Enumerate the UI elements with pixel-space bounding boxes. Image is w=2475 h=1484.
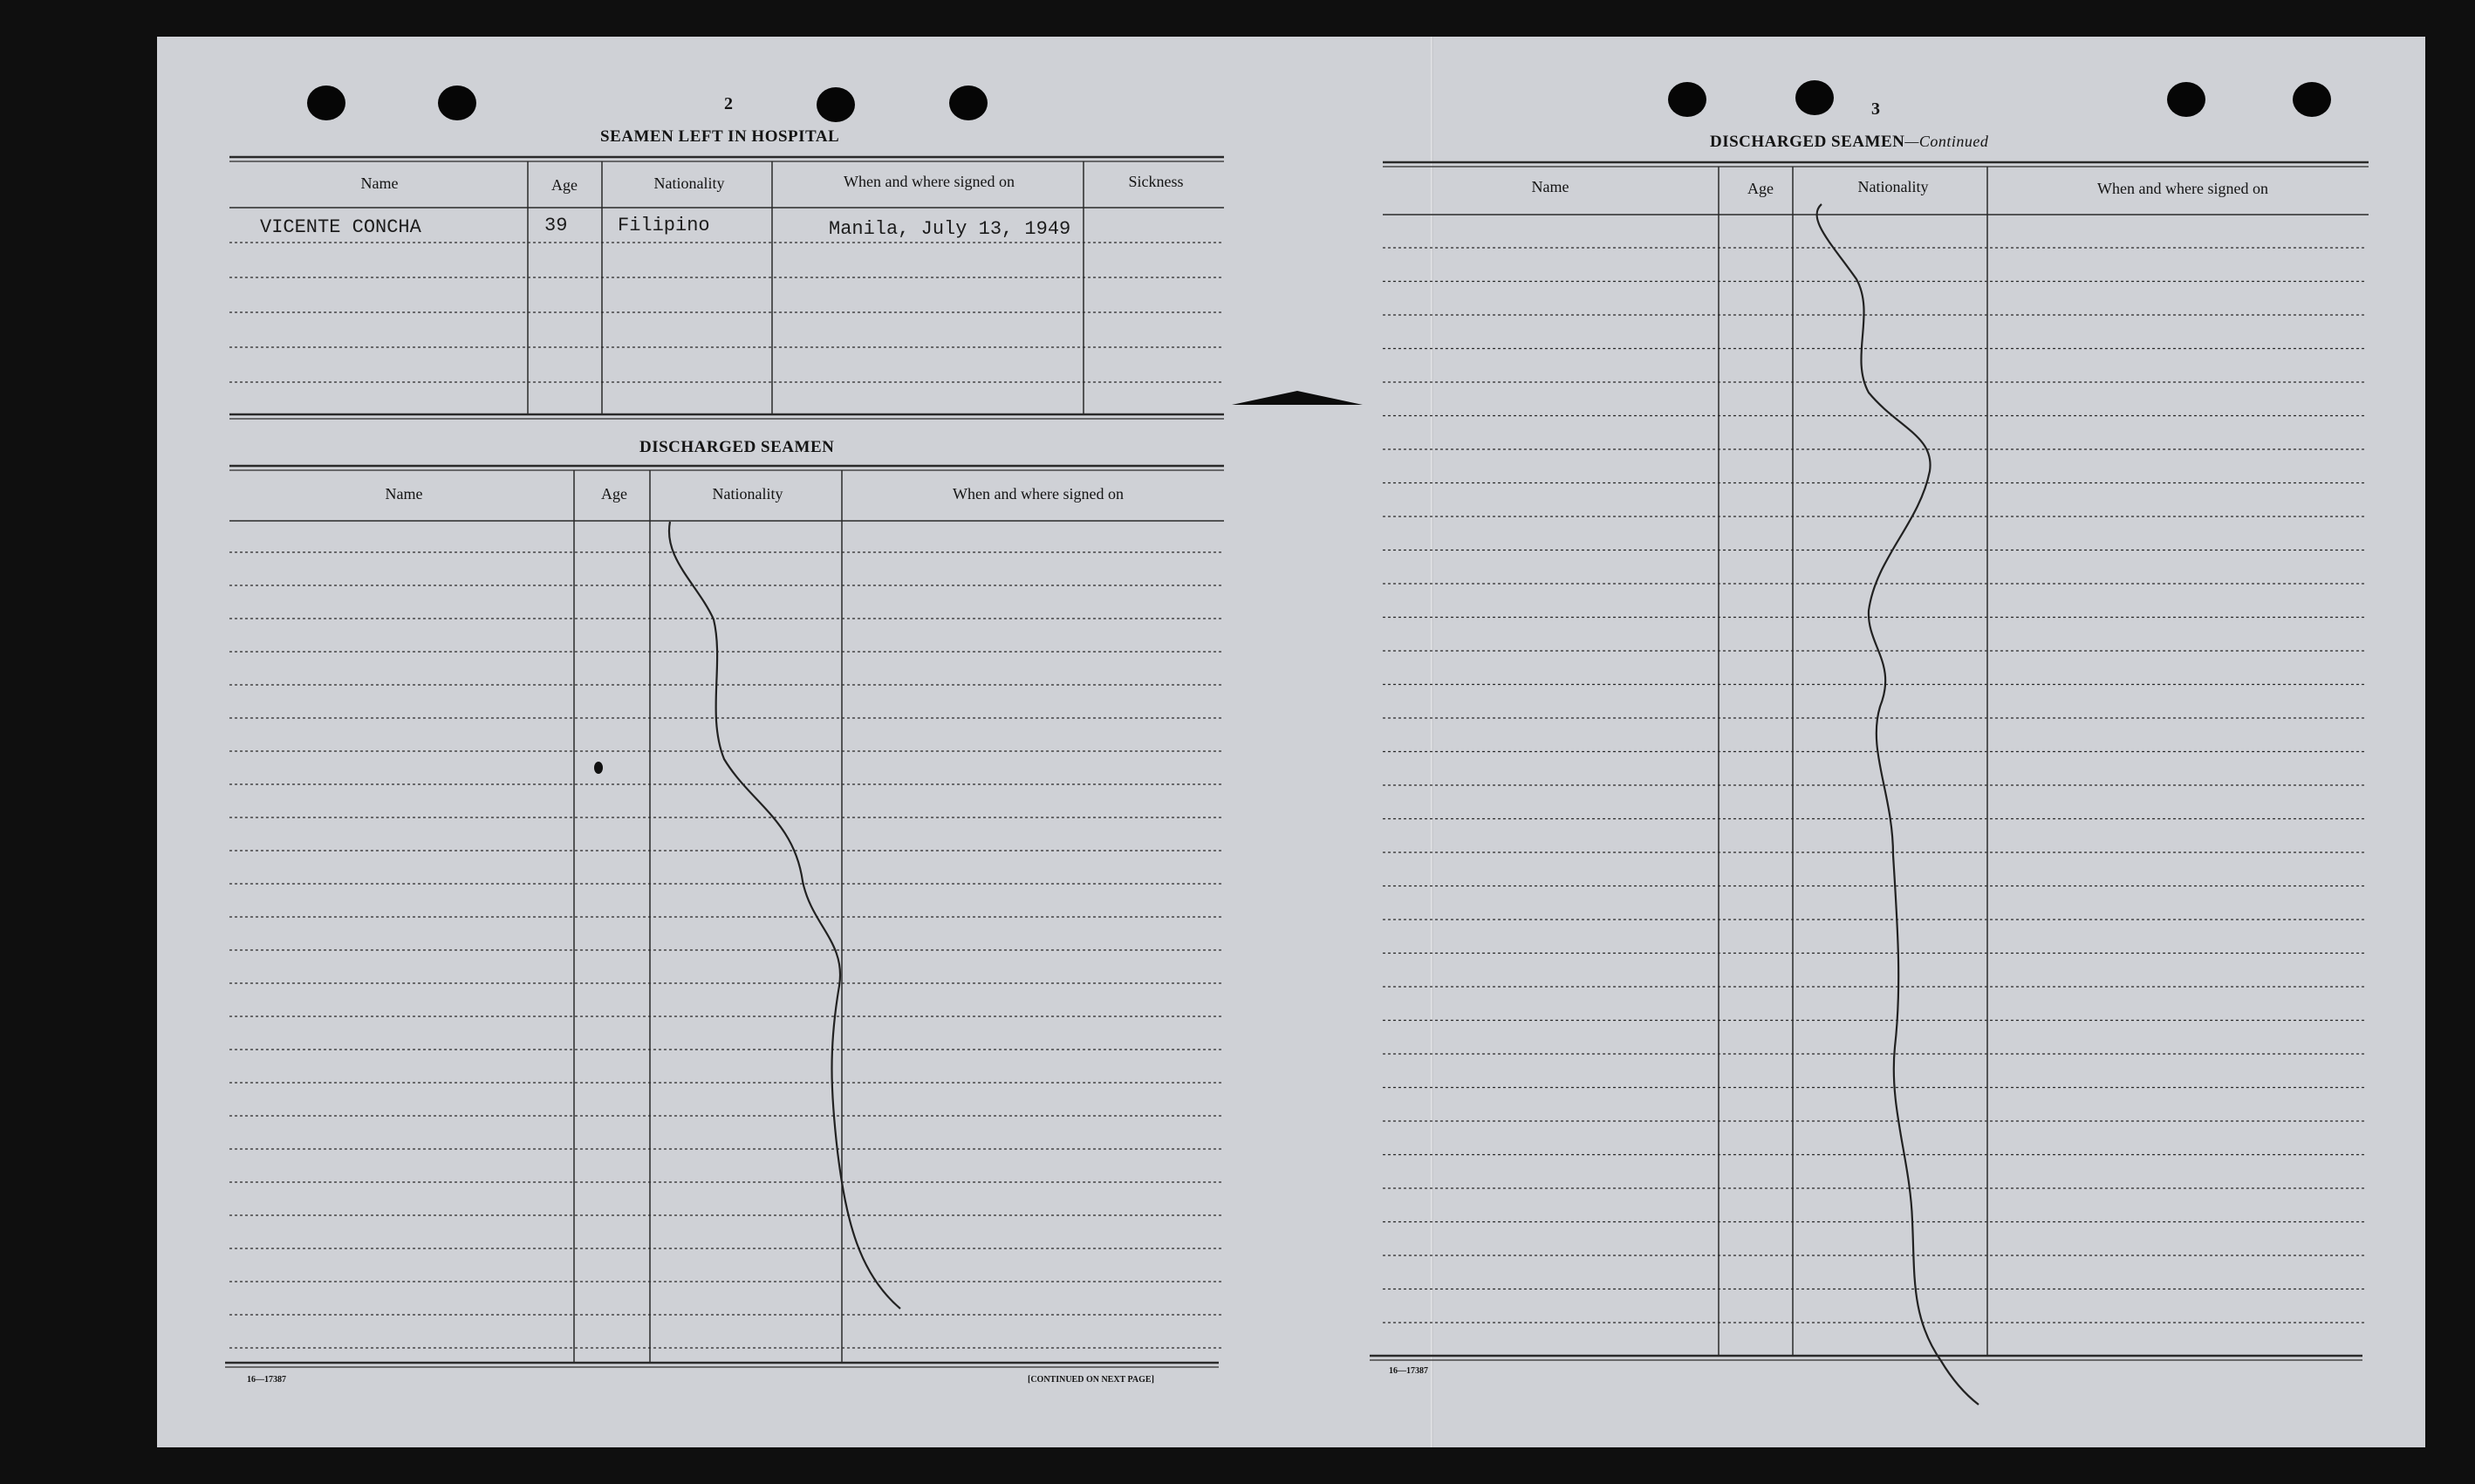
col-header-nationality: Nationality	[712, 485, 783, 503]
hospital-row-age: 39	[544, 215, 568, 236]
handwritten-dash-mark	[669, 522, 900, 1309]
ink-blot	[594, 762, 603, 774]
form-number: 16—17387	[247, 1375, 286, 1385]
continuation-arrow	[1232, 391, 1363, 405]
col-header-signed-on: When and where signed on	[2097, 180, 2268, 197]
col-header-age: Age	[1747, 180, 1774, 197]
hospital-row-signed-on: Manila, July 13, 1949	[829, 218, 1071, 240]
col-header-sickness: Sickness	[1128, 173, 1184, 190]
discharged-section-title: DISCHARGED SEAMEN	[639, 438, 835, 456]
col-header-signed-on: When and where signed on	[953, 485, 1124, 503]
hospital-section-title: SEAMEN LEFT IN HOSPITAL	[600, 127, 840, 146]
col-header-name: Name	[385, 485, 423, 503]
hospital-row-nationality: Filipino	[618, 215, 710, 236]
section-title-text: DISCHARGED SEAMEN	[1710, 133, 1905, 151]
col-header-signed-on: When and where signed on	[844, 173, 1015, 190]
page-number: 3	[1871, 99, 1880, 119]
col-header-name: Name	[360, 174, 399, 192]
col-header-age: Age	[601, 485, 627, 503]
col-header-name: Name	[1531, 178, 1569, 195]
col-header-age: Age	[551, 176, 578, 194]
discharged-continued-title	[1710, 133, 1988, 152]
hospital-row-name: VICENTE CONCHA	[260, 216, 421, 238]
handwritten-dash-mark	[1817, 204, 1979, 1405]
section-title-suffix: —Continued	[1904, 133, 1989, 150]
col-header-nationality: Nationality	[1857, 178, 1929, 195]
form-number: 16—17387	[1389, 1366, 1428, 1376]
page-number: 2	[724, 94, 733, 113]
col-header-nationality: Nationality	[653, 174, 725, 192]
continued-note: [CONTINUED ON NEXT PAGE]	[1028, 1375, 1154, 1385]
